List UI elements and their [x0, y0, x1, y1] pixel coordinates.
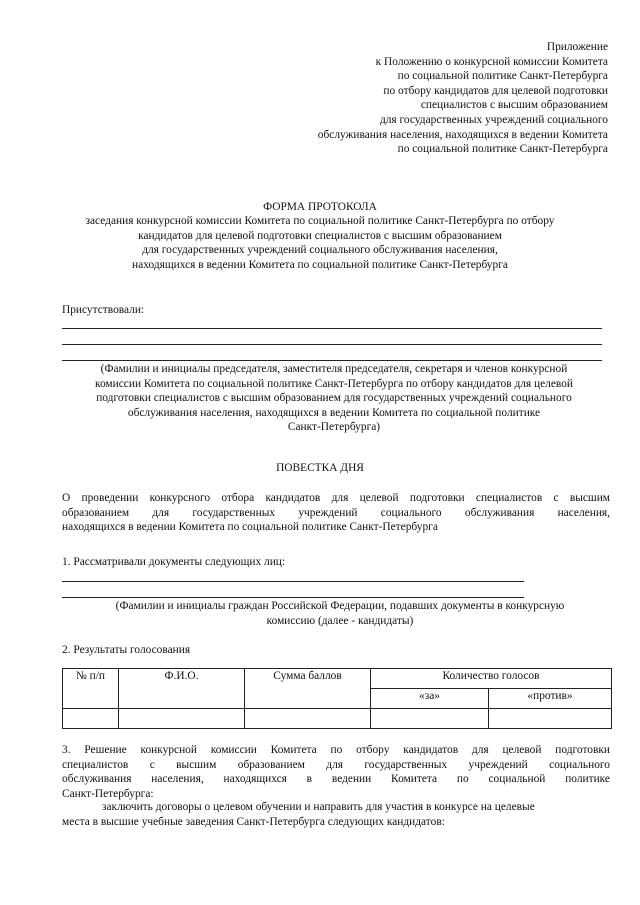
item1-note	[70, 599, 610, 628]
appendix-line: по социальной политике Санкт-Петербурга	[397, 70, 608, 83]
present-note	[58, 362, 610, 435]
present-note-line: (Фамилии и инициалы председателя, заместителя председателя, секретаря и членов конкурсной	[100, 363, 568, 375]
agenda-text-line: находящихся в ведении Комитета по социальной политике Санкт-Петербурга	[62, 521, 438, 534]
col-header-number: № п/п	[63, 669, 119, 709]
col-header-votes: Количество голосов	[371, 669, 612, 689]
agenda-text-line: образованием для государственных учреждений социального обслуживания населения,	[62, 506, 610, 519]
item3-decision	[62, 743, 610, 801]
agenda-text	[62, 491, 610, 535]
table-cell	[489, 709, 612, 729]
form-subtitle-line: для государственных учреждений социального обслуживания населения,	[142, 244, 498, 257]
item1-note-line: (Фамилии и инициалы граждан Российской Федерации, подавших документы в конкурсную	[115, 600, 565, 612]
item3-conclusion-line: места в высшие учебные заведения Санкт-Петербурга следующих кандидатов:	[62, 815, 445, 828]
present-fill-line	[62, 360, 602, 361]
appendix-line: к Положению о конкурсной комиссии Комитета	[375, 55, 608, 68]
present-note-line: Санкт-Петербурга)	[287, 421, 381, 434]
present-note-line: комиссии Комитета по социальной политике Санкт-Петербурга по отбору кандидатов для целевой	[95, 377, 573, 390]
appendix-line: специалистов с высшим образованием	[420, 99, 608, 112]
item3-conclusion-line: заключить договоры о целевом обучении и направить для участия в конкурсе на целевые	[102, 801, 535, 813]
table-cell	[371, 709, 489, 729]
col-header-against: «против»	[489, 689, 612, 709]
present-label: Присутствовали:	[62, 304, 145, 316]
form-subtitle-line: заседания конкурсной комиссии Комитета по социальной политике Санкт-Петербурга по отбору	[85, 215, 555, 227]
item1-note-line: комиссию (далее - кандидаты)	[266, 614, 414, 627]
present-fill-line	[62, 328, 602, 329]
form-title: ФОРМА ПРОТОКОЛА	[263, 201, 377, 213]
appendix-line: по социальной политике Санкт-Петербурга	[397, 143, 608, 156]
item1-fill-line	[62, 581, 524, 582]
appendix-line: по отбору кандидатов для целевой подготовки	[383, 84, 608, 97]
form-subtitle-line: находящихся в ведении Комитета по социальной политике Санкт-Петербурга	[132, 258, 508, 271]
item1-label: 1. Рассматривали документы следующих лиц:	[62, 556, 286, 568]
agenda-text-line: О проведении конкурсного отбора кандидатов для целевой подготовки специалистов с высшим	[62, 492, 610, 504]
col-header-for: «за»	[371, 689, 489, 709]
agenda-title: ПОВЕСТКА ДНЯ	[276, 462, 364, 474]
present-note-line: обслуживания населения, находящихся в ведении Комитета по социальной политике	[127, 406, 541, 419]
table-cell	[245, 709, 371, 729]
form-subtitle-line: кандидатов для целевой подготовки специалистов с высшим образованием	[138, 229, 502, 242]
item3-line: специалистов с высшим образованием для государственных учреждений социального	[62, 758, 610, 771]
present-fill-line	[62, 344, 602, 345]
table-header-row	[63, 669, 612, 689]
item3-conclusion	[62, 800, 610, 829]
table-row	[63, 709, 612, 729]
present-note-line: подготовки специалистов с высшим образованием для государственных учреждений социального	[96, 392, 572, 405]
appendix-line: для государственных учреждений социального	[379, 113, 608, 126]
appendix-line: обслуживания населения, находящихся в ведении Комитета	[317, 128, 608, 141]
table-cell	[119, 709, 245, 729]
voting-table	[62, 668, 612, 729]
table-cell	[63, 709, 119, 729]
appendix-line: Приложение	[546, 41, 608, 53]
item1-fill-line	[62, 597, 524, 598]
item2-label: 2. Результаты голосования	[62, 644, 191, 656]
item3-line: Санкт-Петербурга:	[62, 787, 154, 800]
appendix-header	[188, 40, 608, 157]
item3-line: 3. Решение конкурсной комиссии Комитета по отбору кандидатов для целевой подготовки	[62, 744, 610, 756]
form-subtitle	[30, 214, 610, 272]
col-header-score: Сумма баллов	[245, 669, 371, 709]
col-header-name: Ф.И.О.	[119, 669, 245, 709]
item3-line: обслуживания населения, находящихся в ведении Комитета по социальной политике	[62, 773, 610, 786]
